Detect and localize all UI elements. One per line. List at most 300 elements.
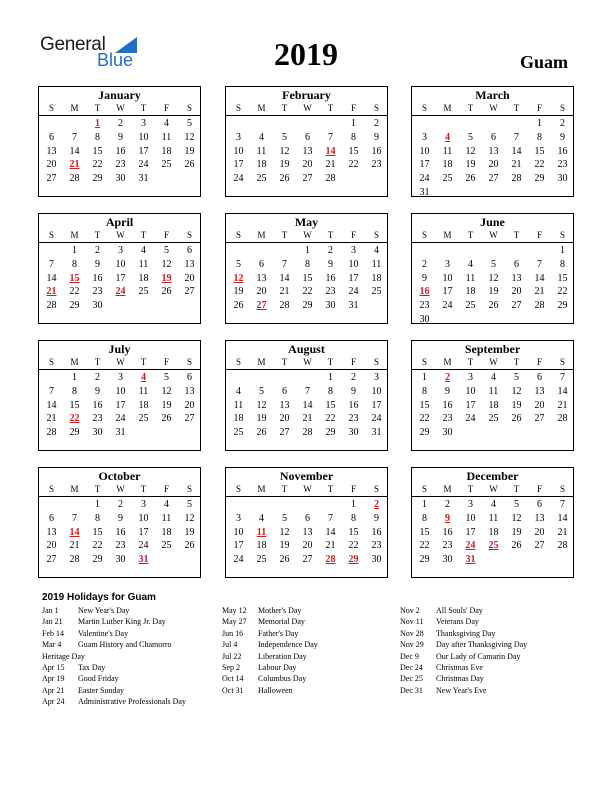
calendar-day: 6: [537, 372, 542, 383]
calendar-day: 7: [328, 512, 333, 524]
week-row: [226, 513, 387, 527]
calendar-day: 16: [115, 526, 126, 538]
calendar-day: 8: [72, 385, 77, 397]
weekday-label: M: [70, 103, 79, 113]
holiday-entry: [42, 686, 222, 697]
weekday-label: T: [513, 230, 520, 240]
calendar-day: 13: [302, 526, 313, 538]
calendar-day: 8: [351, 512, 356, 524]
calendar-day: 11: [488, 385, 499, 397]
week-row: [226, 173, 387, 187]
calendar-day: 23: [557, 159, 568, 171]
calendar-day: 19: [184, 145, 195, 157]
weekday-label: W: [116, 484, 125, 494]
holiday-entry: [42, 663, 222, 674]
calendar-day: 11: [371, 258, 382, 270]
holiday-day: 31: [138, 554, 149, 566]
calendar-day: 17: [348, 272, 359, 284]
week-row: [226, 273, 387, 287]
calendar-day: 8: [422, 385, 427, 397]
calendar-day: 21: [557, 399, 568, 411]
calendar-day: 12: [511, 512, 522, 524]
holiday-date: Jul 4: [222, 640, 238, 650]
calendar-day: 5: [282, 512, 287, 524]
holiday-day: 4: [141, 372, 146, 383]
calendar-day: 5: [164, 245, 169, 256]
calendar-day: 9: [560, 131, 565, 143]
calendar-day: 19: [511, 526, 522, 538]
weekday-label: F: [350, 484, 356, 494]
calendar-day: 18: [488, 399, 499, 411]
holiday-entry: [400, 686, 580, 697]
calendar-day: 24: [138, 540, 149, 552]
calendar-day: 16: [92, 272, 103, 284]
holiday-date: Jun 16: [222, 628, 244, 638]
holiday-date: Dec 31: [400, 685, 423, 695]
calendar-day: 8: [560, 258, 565, 270]
holiday-entry: [222, 606, 402, 617]
weekday-label: T: [513, 103, 520, 113]
calendar-day: 12: [279, 526, 290, 538]
holiday-name: Administrative Professionals Day: [78, 697, 186, 707]
week-row: [39, 286, 200, 300]
holiday-day: 27: [256, 300, 267, 312]
calendar-day: 26: [161, 286, 172, 298]
holiday-entry: [42, 674, 222, 685]
holiday-day: 24: [115, 286, 126, 298]
calendar-day: 13: [534, 512, 545, 524]
weekday-label: F: [536, 230, 542, 240]
month-name: January: [98, 88, 141, 102]
calendar-day: 20: [488, 159, 499, 171]
week-row: [412, 300, 573, 314]
calendar-day: 22: [302, 286, 313, 298]
calendar-day: 11: [161, 512, 172, 524]
weekday-label: T: [281, 230, 288, 240]
calendar-day: 27: [46, 173, 57, 185]
calendar-day: 31: [419, 187, 430, 198]
holiday-day: 2: [445, 372, 450, 383]
week-row: [226, 413, 387, 427]
calendar-day: 21: [46, 413, 57, 425]
calendar-day: 30: [325, 300, 336, 312]
calendar-day: 1: [537, 118, 542, 129]
calendar-day: 19: [279, 540, 290, 552]
holiday-date: Feb 14: [42, 628, 64, 638]
calendar-day: 8: [351, 131, 356, 143]
calendar-day: 4: [259, 131, 264, 143]
month-may: [225, 213, 388, 324]
week-row: [412, 173, 573, 187]
week-row: [412, 118, 573, 132]
calendar-day: 9: [351, 385, 356, 397]
calendar-day: 29: [557, 300, 568, 312]
holiday-date: May 27: [222, 617, 247, 627]
calendar-day: 2: [560, 118, 565, 129]
calendar-day: 3: [351, 245, 356, 256]
calendar-day: 9: [328, 258, 333, 270]
weekday-header: [226, 230, 387, 243]
holiday-day: 14: [325, 145, 336, 157]
calendar-day: 2: [118, 118, 123, 129]
calendar-day: 20: [184, 399, 195, 411]
calendar-day: 17: [138, 526, 149, 538]
calendar-day: 20: [534, 526, 545, 538]
month-january: [38, 86, 201, 197]
calendar-day: 27: [279, 427, 290, 439]
calendar-day: 26: [184, 540, 195, 552]
week-row: [412, 527, 573, 541]
calendar-day: 6: [259, 258, 264, 270]
calendar-day: 2: [118, 499, 123, 510]
calendar-day: 3: [118, 245, 123, 256]
calendar-day: 12: [184, 512, 195, 524]
holiday-name: New Year's Day: [78, 606, 130, 615]
calendar-day: 6: [514, 258, 519, 270]
holiday-date: Nov 28: [400, 628, 424, 638]
week-row: [226, 300, 387, 314]
week-row: [39, 413, 200, 427]
weekday-header: [226, 103, 387, 116]
holiday-day: 11: [256, 526, 267, 538]
holiday-entry: [42, 652, 222, 663]
holiday-name: Valentine's Day: [78, 628, 129, 638]
weekday-label: F: [536, 103, 542, 113]
calendar-day: 14: [302, 399, 313, 411]
calendar-day: 15: [302, 272, 313, 284]
calendar-day: 11: [488, 512, 499, 524]
calendar-day: 15: [419, 526, 430, 538]
calendar-day: 1: [328, 372, 333, 383]
calendar-day: 20: [184, 272, 195, 284]
calendar-day: 15: [92, 145, 103, 157]
calendar-day: 4: [141, 245, 146, 256]
week-row: [226, 554, 387, 568]
calendar-day: 17: [138, 145, 149, 157]
weekday-label: M: [70, 484, 79, 494]
calendar-day: 4: [491, 372, 496, 383]
calendar-day: 8: [95, 512, 100, 524]
holiday-date: Oct 14: [222, 674, 244, 684]
weekday-label: S: [559, 103, 565, 113]
calendar-day: 9: [422, 272, 427, 284]
week-row: [226, 372, 387, 386]
weekday-label: T: [467, 230, 474, 240]
weekday-label: S: [186, 230, 192, 240]
holiday-entry: [42, 640, 222, 651]
weekday-label: M: [443, 230, 452, 240]
calendar-day: 12: [161, 258, 172, 270]
calendar-day: 30: [442, 554, 453, 566]
calendar-day: 1: [351, 118, 356, 129]
calendar-day: 31: [115, 427, 126, 439]
calendar-day: 6: [187, 372, 192, 383]
calendar-day: 8: [422, 512, 427, 524]
calendar-day: 1: [72, 372, 77, 383]
calendar-day: 15: [419, 399, 430, 411]
holiday-name: Good Friday: [78, 674, 119, 684]
holiday-date: Jan 21: [42, 617, 63, 627]
weekday-label: T: [281, 103, 288, 113]
weekday-label: S: [559, 484, 565, 494]
weekday-label: T: [327, 357, 334, 367]
week-row: [412, 540, 573, 554]
month-name: May: [294, 215, 319, 229]
holiday-name: Tax Day: [78, 662, 106, 672]
calendar-day: 8: [72, 258, 77, 270]
calendar-day: 16: [557, 145, 568, 157]
calendar-day: 7: [49, 258, 54, 270]
week-row: [412, 372, 573, 386]
calendar-day: 21: [511, 159, 522, 171]
week-row: [226, 118, 387, 132]
calendar-day: 24: [371, 413, 382, 425]
holiday-day: 24: [465, 540, 476, 552]
calendar-day: 30: [92, 427, 103, 439]
holiday-name: Columbus Day: [258, 674, 307, 684]
week-row: [39, 273, 200, 287]
weekday-header: [226, 484, 387, 497]
calendar-day: 30: [115, 173, 126, 185]
holiday-date: Dec 24: [400, 662, 423, 672]
holiday-name: New Year's Eve: [436, 685, 487, 695]
calendar-day: 9: [95, 385, 100, 397]
calendar-day: 4: [374, 245, 379, 256]
week-row: [226, 527, 387, 541]
calendar-day: 14: [325, 526, 336, 538]
calendar-day: 27: [302, 554, 313, 566]
weekday-label: F: [163, 484, 169, 494]
calendar-day: 22: [348, 159, 359, 171]
week-row: [412, 187, 573, 201]
calendar-day: 15: [325, 399, 336, 411]
weekday-label: T: [281, 357, 288, 367]
calendar-day: 29: [69, 427, 80, 439]
calendar-day: 12: [256, 399, 267, 411]
weekday-label: S: [186, 103, 192, 113]
calendar-day: 30: [419, 314, 430, 325]
week-row: [412, 499, 573, 513]
calendar-day: 16: [115, 145, 126, 157]
calendar-day: 13: [534, 385, 545, 397]
calendar-day: 31: [371, 427, 382, 439]
weekday-label: W: [303, 103, 312, 113]
week-row: [226, 400, 387, 414]
logo-general-text: General: [40, 34, 106, 55]
week-row: [412, 259, 573, 273]
week-row: [412, 273, 573, 287]
week-row: [39, 499, 200, 513]
calendar-day: 15: [557, 272, 568, 284]
calendar-day: 28: [511, 173, 522, 185]
weekday-label: W: [303, 357, 312, 367]
week-row: [412, 245, 573, 259]
calendar-day: 6: [49, 131, 54, 143]
calendar-day: 29: [534, 173, 545, 185]
week-row: [412, 286, 573, 300]
week-row: [412, 132, 573, 146]
holiday-date: May 12: [222, 606, 247, 615]
calendar-day: 19: [488, 286, 499, 298]
holiday-entry: [400, 652, 580, 663]
holiday-day: 2: [374, 499, 379, 510]
calendar-day: 20: [256, 286, 267, 298]
weekday-header: [39, 484, 200, 497]
weekday-label: M: [257, 484, 266, 494]
weekday-label: S: [48, 230, 54, 240]
calendar-day: 10: [348, 258, 359, 270]
calendar-day: 13: [256, 272, 267, 284]
month-name: December: [466, 469, 519, 483]
month-name: February: [282, 88, 331, 102]
calendar-day: 21: [325, 159, 336, 171]
calendar-day: 19: [279, 159, 290, 171]
calendar-day: 7: [328, 131, 333, 143]
calendar-day: 2: [374, 118, 379, 129]
calendar-day: 29: [419, 554, 430, 566]
holiday-entry: [222, 686, 402, 697]
calendar-day: 1: [351, 499, 356, 510]
week-row: [39, 173, 200, 187]
calendar-day: 23: [348, 413, 359, 425]
holiday-date: Apr 19: [42, 674, 65, 684]
holiday-day: 22: [69, 413, 80, 425]
calendar-day: 30: [557, 173, 568, 185]
calendar-day: 23: [92, 413, 103, 425]
calendar-day: 2: [422, 258, 427, 270]
weekday-header: [412, 357, 573, 370]
calendar-day: 7: [305, 385, 310, 397]
calendar-day: 22: [69, 286, 80, 298]
calendar-day: 17: [233, 540, 244, 552]
calendar-day: 9: [95, 258, 100, 270]
calendar-day: 24: [233, 173, 244, 185]
weekday-label: S: [373, 484, 379, 494]
holiday-date: Jan 1: [42, 606, 59, 615]
holiday-entry: [222, 617, 402, 628]
calendar-day: 28: [279, 300, 290, 312]
calendar-day: 27: [184, 413, 195, 425]
weekday-label: T: [327, 230, 334, 240]
calendar-day: 20: [279, 413, 290, 425]
weekday-label: M: [257, 357, 266, 367]
weekday-header: [412, 103, 573, 116]
holiday-entry: [400, 606, 580, 617]
week-row: [39, 259, 200, 273]
calendar-day: 5: [164, 372, 169, 383]
calendar-day: 15: [92, 526, 103, 538]
calendar-day: 4: [164, 118, 169, 129]
calendar-day: 9: [118, 131, 123, 143]
calendar-day: 19: [233, 286, 244, 298]
holiday-day: 16: [419, 286, 430, 298]
calendar-day: 13: [511, 272, 522, 284]
week-row: [412, 314, 573, 328]
weekday-label: T: [467, 357, 474, 367]
calendar-day: 26: [279, 554, 290, 566]
holiday-date: Mar 4: [42, 640, 62, 650]
calendar-day: 21: [279, 286, 290, 298]
weekday-label: W: [489, 103, 498, 113]
month-april: [38, 213, 201, 324]
calendar-day: 13: [279, 399, 290, 411]
month-december: [411, 467, 574, 578]
weekday-label: T: [94, 103, 101, 113]
calendar-day: 23: [371, 540, 382, 552]
calendar-day: 20: [46, 540, 57, 552]
calendar-day: 17: [115, 399, 126, 411]
calendar-day: 21: [302, 413, 313, 425]
calendar-day: 10: [138, 512, 149, 524]
calendar-day: 3: [422, 131, 427, 143]
calendar-day: 22: [92, 540, 103, 552]
calendar-day: 6: [537, 499, 542, 510]
calendar-day: 3: [445, 258, 450, 270]
month-name: August: [288, 342, 325, 356]
calendar-day: 9: [118, 512, 123, 524]
calendar-day: 25: [138, 413, 149, 425]
holiday-entry: [400, 640, 580, 651]
calendar-day: 3: [468, 499, 473, 510]
holiday-day: 1: [95, 118, 100, 129]
month-august: [225, 340, 388, 451]
holiday-date: Apr 24: [42, 697, 65, 707]
calendar-day: 6: [305, 512, 310, 524]
calendar-day: 28: [69, 554, 80, 566]
holidays-column: [42, 606, 222, 709]
week-row: [412, 146, 573, 160]
weekday-label: T: [327, 484, 334, 494]
calendar-day: 25: [465, 300, 476, 312]
calendar-day: 16: [325, 272, 336, 284]
calendar-day: 5: [514, 499, 519, 510]
calendar-day: 18: [256, 540, 267, 552]
calendar-day: 27: [488, 173, 499, 185]
calendar-day: 28: [557, 413, 568, 425]
weekday-label: T: [140, 103, 147, 113]
calendar-day: 4: [259, 512, 264, 524]
holiday-entry: [222, 663, 402, 674]
holiday-name: All Souls' Day: [436, 606, 483, 615]
calendar-day: 30: [371, 554, 382, 566]
weekday-label: T: [513, 484, 520, 494]
calendar-day: 10: [115, 385, 126, 397]
holiday-date: Dec 9: [400, 651, 419, 661]
calendar-day: 18: [465, 286, 476, 298]
weekday-label: S: [235, 484, 241, 494]
holiday-day: 9: [445, 512, 450, 524]
calendar-day: 19: [184, 526, 195, 538]
months-grid: [38, 86, 576, 582]
calendar-day: 27: [46, 554, 57, 566]
holiday-entry: [222, 640, 402, 651]
calendar-day: 17: [442, 286, 453, 298]
weekday-label: T: [281, 484, 288, 494]
holiday-date: Nov 29: [400, 640, 424, 650]
weekday-header: [39, 357, 200, 370]
calendar-day: 25: [371, 286, 382, 298]
calendar-day: 9: [374, 131, 379, 143]
calendar-day: 4: [164, 499, 169, 510]
week-row: [39, 300, 200, 314]
calendar-day: 28: [302, 427, 313, 439]
calendar-day: 17: [419, 159, 430, 171]
calendar-day: 5: [514, 372, 519, 383]
calendar-day: 19: [161, 399, 172, 411]
calendar-day: 7: [72, 131, 77, 143]
calendar-day: 20: [302, 540, 313, 552]
calendar-day: 29: [92, 173, 103, 185]
